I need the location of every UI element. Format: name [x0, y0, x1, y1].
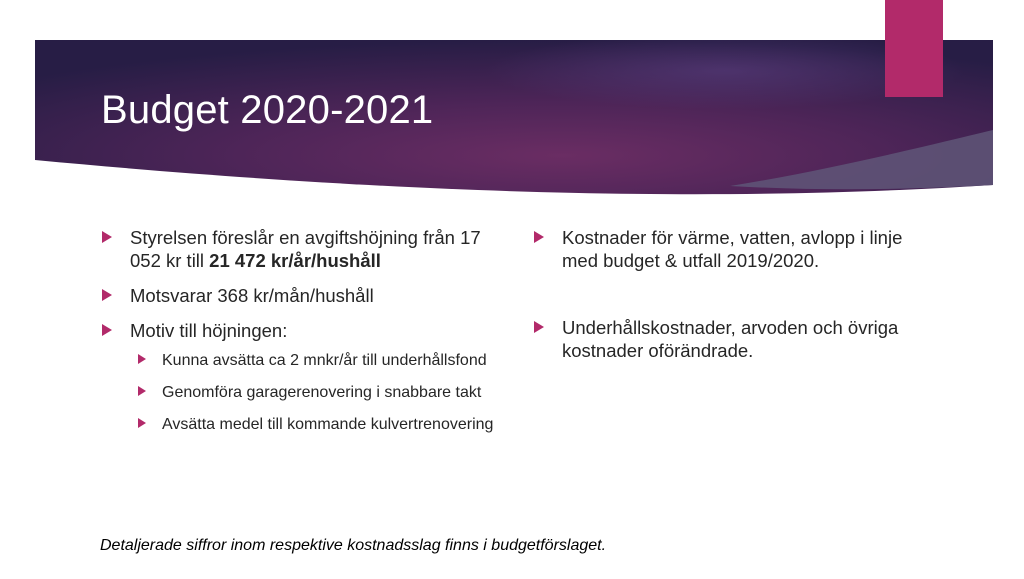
bullet-bold-amount: 21 472 kr/år/hushåll: [209, 250, 381, 271]
triangle-right-icon: [102, 289, 112, 301]
sub-bullet-culvert: [136, 414, 510, 435]
sub-bullet-fund: [136, 350, 510, 371]
sub-bullet-text: Avsätta medel till kommande kulvertrenovering: [162, 416, 494, 433]
triangle-right-icon: [534, 231, 544, 243]
bullet-maintenance: [532, 316, 942, 362]
left-column: [100, 226, 510, 435]
sub-bullet-text: Kunna avsätta ca 2 mnkr/år till underhållsfond: [162, 352, 487, 369]
triangle-right-icon: [138, 386, 146, 396]
triangle-right-icon: [138, 354, 146, 364]
bullet-text: Styrelsen föreslår en avgiftshöjning från 17 052 kr till: [130, 227, 481, 271]
bullet-text: Kostnader för värme, vatten, avlopp i linje med budget & utfall 2019/2020.: [562, 227, 903, 271]
sub-bullet-list: [136, 350, 510, 435]
triangle-right-icon: [102, 231, 112, 243]
triangle-right-icon: [138, 418, 146, 428]
sub-bullet-text: Genomföra garagerenovering i snabbare takt: [162, 384, 482, 401]
sub-bullet-garage: [136, 382, 510, 403]
slide-title: Budget 2020-2021: [101, 88, 434, 132]
accent-tab: [885, 0, 943, 97]
bullet-text: Underhållskostnader, arvoden och övriga kostnader oförändrade.: [562, 317, 899, 361]
right-column: [532, 226, 942, 362]
bullet-text: Motsvarar 368 kr/mån/hushåll: [130, 285, 374, 306]
triangle-right-icon: [534, 321, 544, 333]
bullet-motive: [100, 319, 510, 342]
bullet-fee-increase: [100, 226, 510, 272]
triangle-right-icon: [102, 324, 112, 336]
bullet-utilities: [532, 226, 942, 272]
footnote: Detaljerade siffror inom respektive kostnadsslag finns i budgetförslaget.: [100, 537, 607, 554]
bullet-text: Motiv till höjningen:: [130, 320, 288, 341]
bullet-monthly: [100, 284, 510, 307]
